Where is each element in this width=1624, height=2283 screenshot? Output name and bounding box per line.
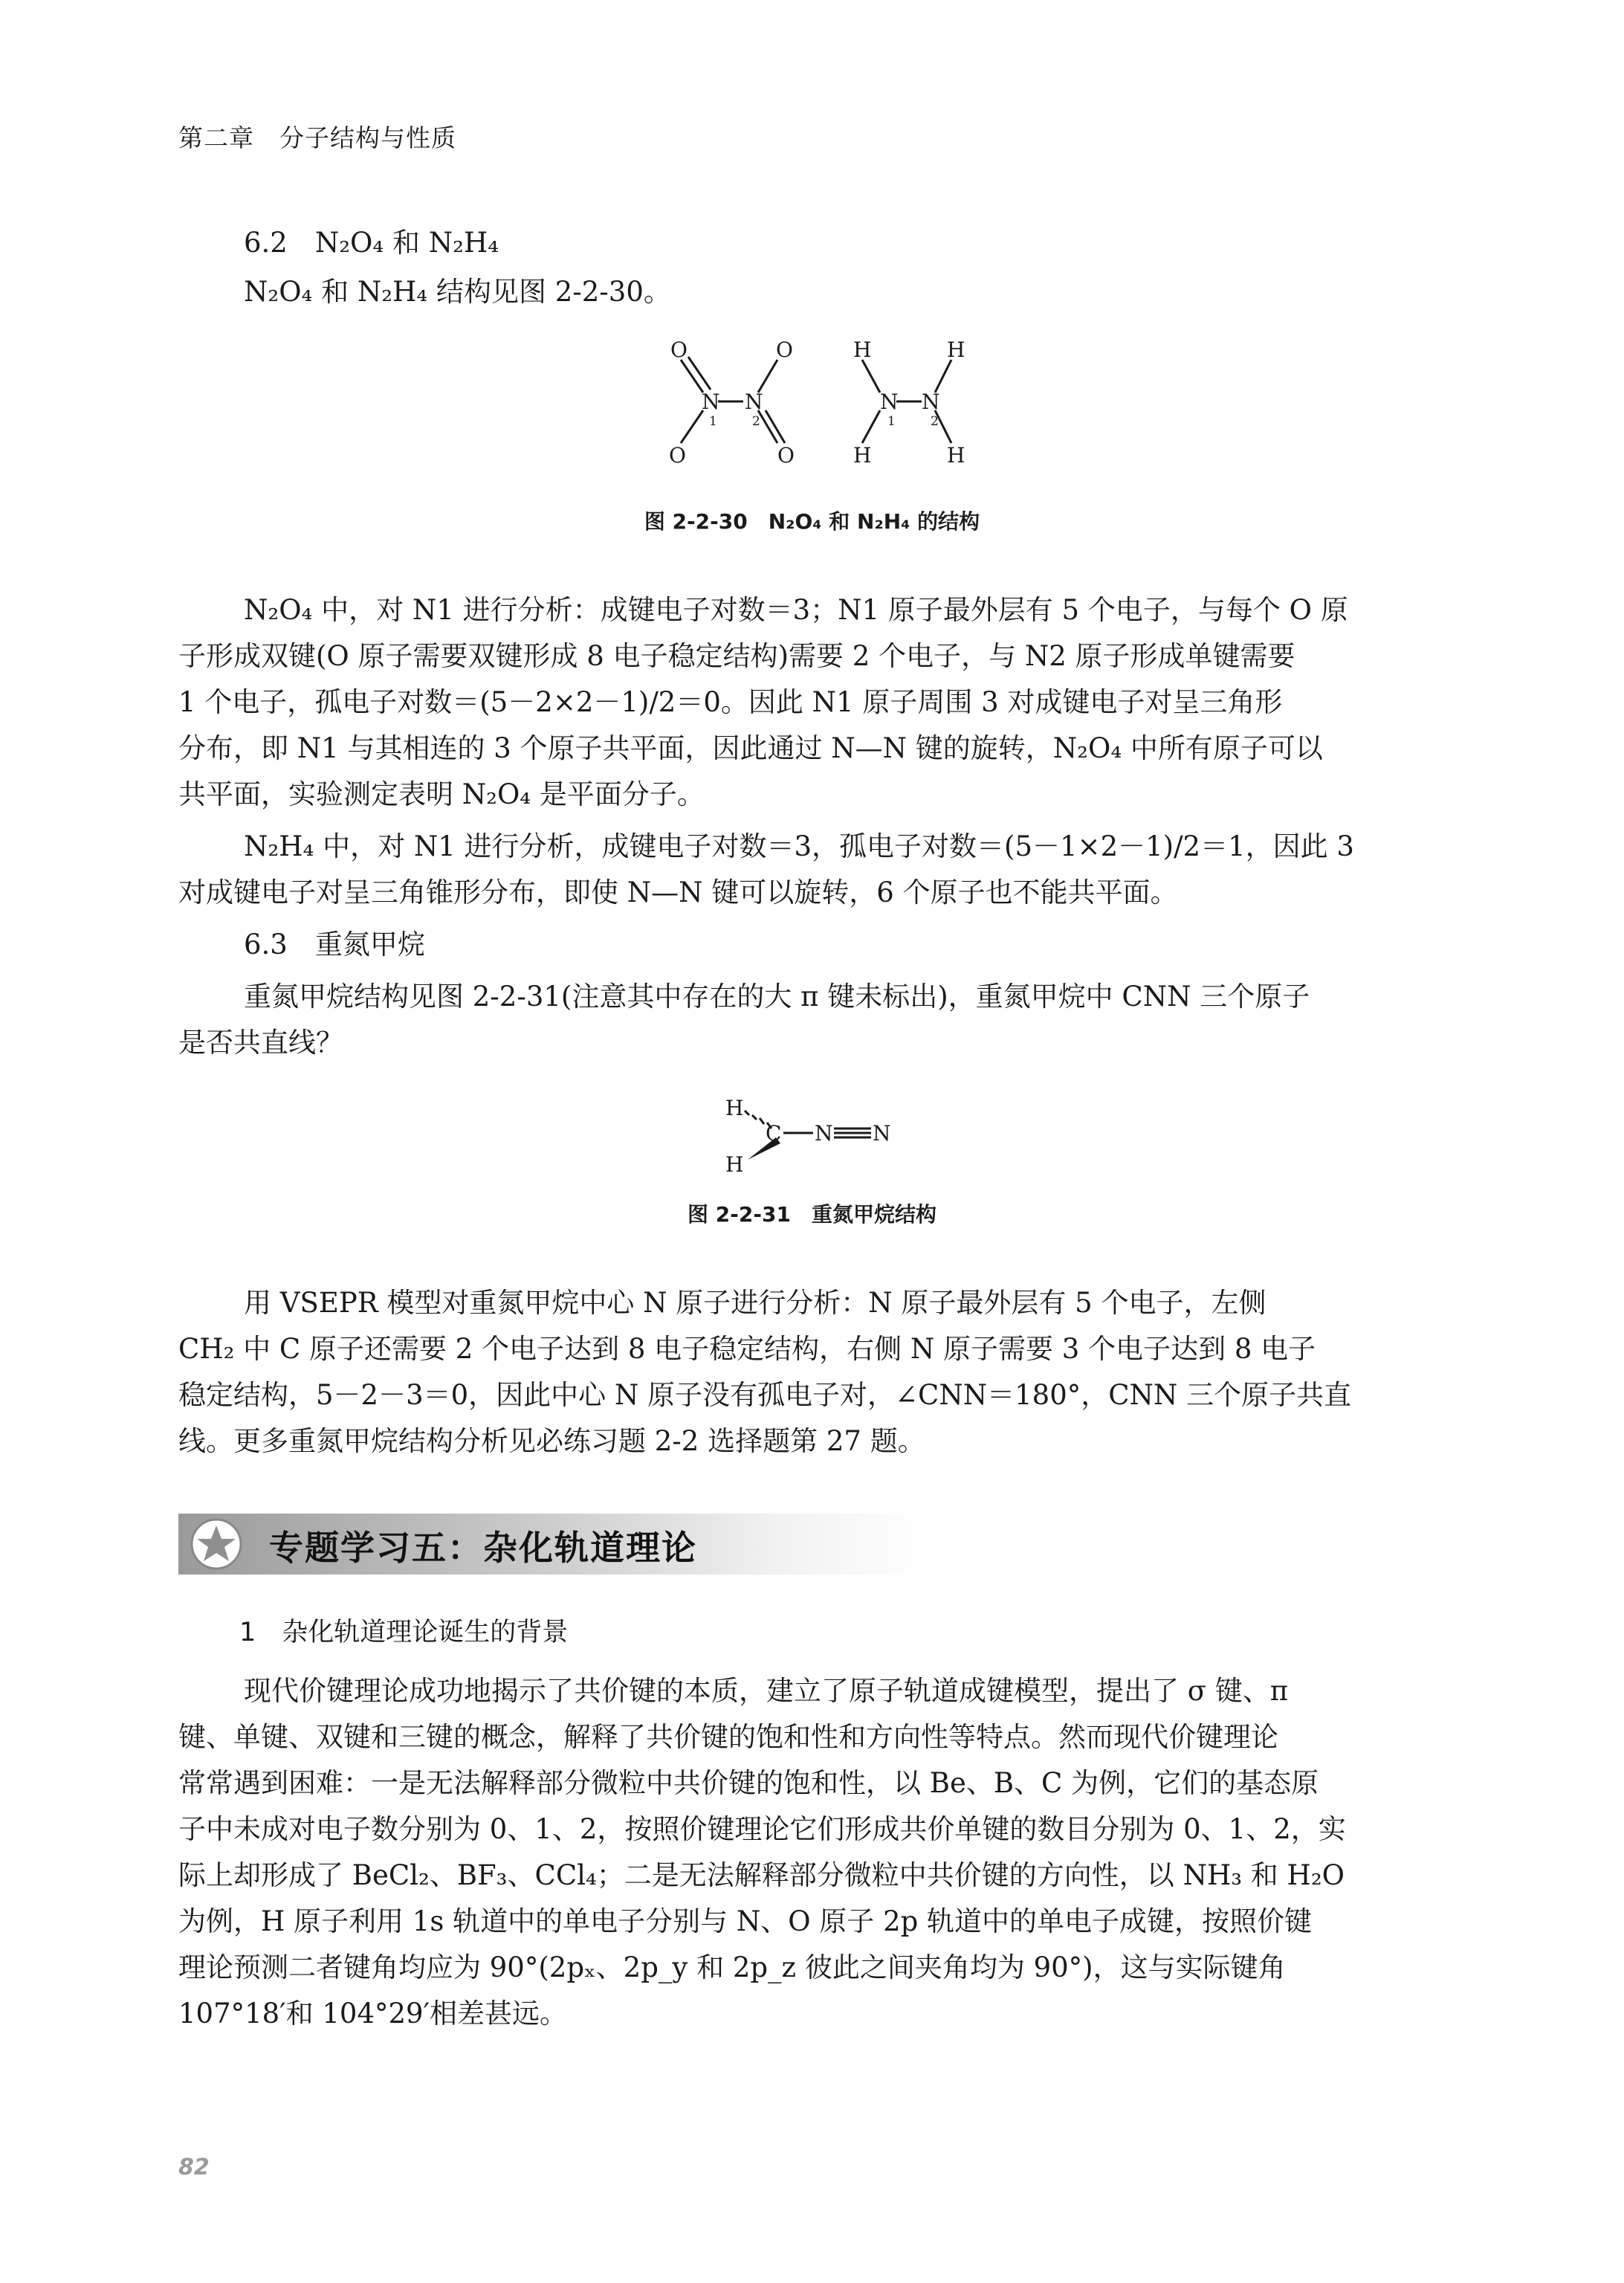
bond-h-n1-upper [862,360,880,393]
atom-n: N [922,390,940,414]
section-6-2-intro: N₂O₄ 和 N₂H₄ 结构见图 2-2-30。 [244,276,671,308]
figure-diazomethane [719,1085,942,1182]
bond-n1-o-lower [681,410,703,443]
atom-index-label: 1 [709,414,717,429]
bond-o-n1-upper-2 [688,357,711,390]
paragraph-line: 理论预测二者键角均应为 90°(2pₓ、2p_y 和 2p_z 彼此之间夹角均为 90°)，这与实际键角 [178,1951,1286,1983]
hashed-wedge-segment [760,1118,764,1124]
atom-o: O [776,338,793,362]
atom-h: H [853,443,872,468]
paragraph-line: 际上却形成了 BeCl₂、BF₃、CCl₄；二是无法解释部分微粒中共价键的方向性，以 NH₃ 和 H₂O [178,1859,1345,1891]
atom-o: O [670,338,688,362]
paragraph-line: 共平面，实验测定表明 N₂O₄ 是平面分子。 [178,778,705,810]
atom-n: N [815,1121,833,1146]
paragraph-line: 用 VSEPR 模型对重氮甲烷中心 N 原子进行分析：N 原子最外层有 5 个电子，左侧 [244,1287,1266,1319]
bond-n2-h-upper [935,360,951,393]
chapter-header: 第二章 分子结构与性质 [178,123,456,152]
atom-n: N [702,390,720,414]
section-1-heading: 1 杂化轨道理论诞生的背景 [239,1618,569,1647]
paragraph-line: 常常遇到困难：一是无法解释部分微粒中共价键的饱和性，以 Be、B、C 为例，它们的基态原 [178,1767,1319,1799]
bond-o-n1-upper [681,360,703,393]
hashed-wedge-segment [752,1115,757,1120]
atom-o: O [669,443,686,468]
hashed-wedge-segment [745,1111,749,1115]
paragraph-line: 子中未成对电子数分别为 0、1、2，按照价键理论它们形成共价单键的数目分别为 0、1、2，实 [178,1813,1346,1845]
bond-n2-o-upper [758,360,777,393]
paragraph-line: 分布，即 N1 与其相连的 3 个原子共平面，因此通过 N—N 键的旋转，N₂O₄ 中所有原子可以 [178,732,1323,764]
paragraph-line: 子形成双键(O 原子需要双键形成 8 电子稳定结构)需要 2 个电子，与 N2 原子形成单键需要 [178,640,1295,672]
paragraph-line: 1 个电子，孤电子对数＝(5－2×2－1)/2＝0。因此 N1 原子周围 3 对成键电子对呈三角形 [178,686,1283,718]
atom-n: N [745,390,763,414]
paragraph-line: CH₂ 中 C 原子还需要 2 个电子达到 8 电子稳定结构，右侧 N 原子需要 3 个电子达到 8 电子 [178,1333,1316,1365]
atom-h: H [725,1152,744,1177]
paragraph-line: 为例，H 原子利用 1s 轨道中的单电子分别与 N、O 原子 2p 轨道中的单电子成键，按照价键 [178,1905,1313,1937]
atom-index-label: 2 [931,414,939,429]
paragraph-line: N₂O₄ 中，对 N1 进行分析：成键电子对数＝3；N1 原子最外层有 5 个电子，与每个 O 原 [244,594,1348,626]
bond-n1-h-lower [862,410,880,443]
paragraph-line: N₂H₄ 中，对 N1 进行分析，成键电子对数＝3，孤电子对数＝(5－1×2－1)/2＝1，因此 3 [244,830,1354,862]
atom-h: H [947,338,965,362]
banner-title: 专题学习五：杂化轨道理论 [269,1528,697,1568]
paragraph-line: 线。更多重氮甲烷结构分析见必练习题 2-2 选择题第 27 题。 [178,1425,925,1457]
figure-n2o4-n2h4 [639,327,996,476]
paragraph-line: 107°18′和 104°29′相差甚远。 [178,1998,567,2029]
paragraph-line: 现代价键理论成功地揭示了共价键的本质，建立了原子轨道成键模型，提出了 σ 键、π [244,1675,1289,1707]
atom-n: N [880,390,899,414]
paragraph-line: 稳定结构，5－2－3＝0，因此中心 N 原子没有孤电子对，∠CNN＝180°，CNN 三个原子共直 [178,1379,1352,1411]
paragraph-line: 对成键电子对呈三角锥形分布，即使 N—N 键可以旋转，6 个原子也不能共平面。 [178,876,1178,908]
paragraph-line: 键、单键、双键和三键的概念，解释了共价键的饱和性和方向性等特点。然而现代价键理论 [178,1721,1278,1753]
star-icon [189,1517,244,1572]
atom-n: N [873,1121,891,1146]
paragraph-line: 是否共直线？ [178,1027,343,1059]
paragraph-line: 重氮甲烷结构见图 2-2-31(注意其中存在的大 π 键未标出)，重氮甲烷中 CNN 三个原子 [244,981,1310,1013]
atom-h: H [725,1096,744,1120]
atom-c: C [766,1121,782,1146]
section-6-2-title: 6.2 N₂O₄ 和 N₂H₄ [244,227,499,259]
atom-h: H [853,338,872,362]
section-6-3-title: 6.3 重氮甲烷 [244,929,425,960]
page-number: 82 [178,2154,210,2180]
figure-2-2-30-caption: 图 2-2-30 N₂O₄ 和 N₂H₄ 的结构 [644,509,980,534]
atom-index-label: 2 [752,414,760,429]
atom-index-label: 1 [887,414,896,429]
figure-2-2-31-caption: 图 2-2-31 重氮甲烷结构 [688,1202,936,1227]
atom-h: H [947,443,965,468]
atom-o: O [777,443,795,468]
